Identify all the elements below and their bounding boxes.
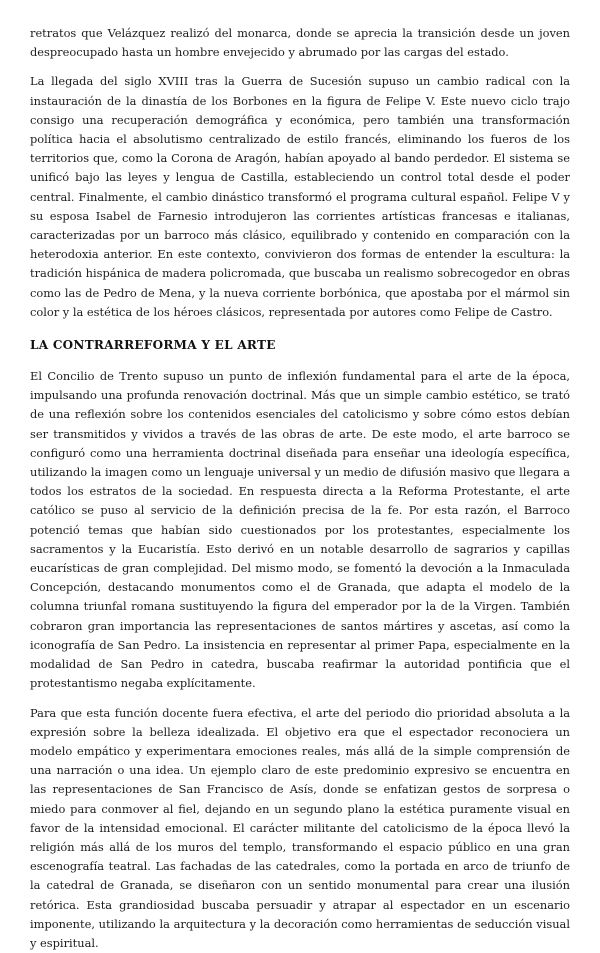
paragraph-trento: El Concilio de Trento supuso un punto de inflexión fundamental para el arte de la época, impulsando una profunda renovación doctrinal. Más que un simple cambio estético, se trató de una reflexión sobre los contenidos esenciales del catolicismo y sobre cómo estos debían ser transmitidos y vividos a través de las obras de arte. De este modo, el arte barroco se configuró como una herramienta doctrinal diseñada para enseñar una ideología específica, utilizando la imagen como un lenguaje universal y un medio de difusión masivo que llegara a todos los estratos de la sociedad. En respuesta directa a la Reforma Protestante, el arte católico se puso al servicio de la definición precisa de la fe. Por esta razón, el Barroco potenció temas que habían sido cuestionados por los protestantes, especialmente los sacramentos y la Eucaristía. Esto derivó en un notable desarrollo de sagrarios y capillas eucarísticas de gran complejidad. Del mismo modo, se fomentó la devoción a la Inmaculada Concepción, destacando monumentos como el de Granada, que adapta el modelo de la columna triunfal romana sustituyendo la figura del emperador por la de la Virgen. También cobraron gran importancia las representaciones de santos mártires y ascetas, así como la iconografía de San Pedro. La insistencia en representar al primer Papa, especialmente en la modalidad de San Pedro in catedra, buscaba reafirmar la autoridad pontificia que el protestantismo negaba explícitamente. — [30, 367, 570, 693]
document-page — [30, 24, 570, 953]
paragraph-continued: retratos que Velázquez realizó del monarca, donde se aprecia la transición desde un joven despreocupado hasta un hombre envejecido y abrumado por las cargas del estado. — [30, 24, 570, 62]
paragraph-borbones: La llegada del siglo XVIII tras la Guerra de Sucesión supuso un cambio radical con la instauración de la dinastía de los Borbones en la figura de Felipe V. Este nuevo ciclo trajo consigo una recuperación demográfica y económica, pero también una transformación política hacia el absolutismo centralizado de estilo francés, eliminando los fueros de los territorios que, como la Corona de Aragón, habían apoyado al bando perdedor. El sistema se unificó bajo las leyes y lengua de Castilla, estableciendo un control total desde el poder central. Finalmente, el cambio dinástico transformó el programa cultural español. Felipe V y su esposa Isabel de Farnesio introdujeron las corrientes artísticas francesas e italianas, caracterizadas por un barroco más clásico, equilibrado y contenido en comparación con la heterodoxia anterior. En este contexto, convivieron dos formas de entender la escultura: la tradición hispánica de madera policromada, que buscaba un realismo sobrecogedor en obras como las de Pedro de Mena, y la nueva corriente borbónica, que apostaba por el mármol sin color y la estética de los héroes clásicos, representada por autores como Felipe de Castro. — [30, 72, 570, 322]
paragraph-funcion: Para que esta función docente fuera efectiva, el arte del periodo dio prioridad absoluta a la expresión sobre la belleza idealizada. El objetivo era que el espectador reconociera un modelo empático y experimentara emociones reales, más allá de la simple comprensión de una narración o una idea. Un ejemplo claro de este predominio expresivo se encuentra en las representaciones de San Francisco de Asís, donde se enfatizan gestos de sorpresa o miedo para conmover al fiel, dejando en un segundo plano la estética puramente visual en favor de la intensidad emocional. El carácter militante del catolicismo de la época llevó la religión más allá de los muros del templo, transformando el espacio público en una gran escenografía teatral. Las fachadas de las catedrales, como la portada en arco de triunfo de la catedral de Granada, se diseñaron con un sentido monumental para crear una ilusión retórica. Esta grandiosidad buscaba persuadir y atrapar al espectador en un escenario imponente, utilizando la arquitectura y la decoración como herramientas de seducción visual y espiritual. — [30, 704, 570, 953]
section-heading: LA CONTRARREFORMA Y EL ARTE — [30, 336, 570, 354]
